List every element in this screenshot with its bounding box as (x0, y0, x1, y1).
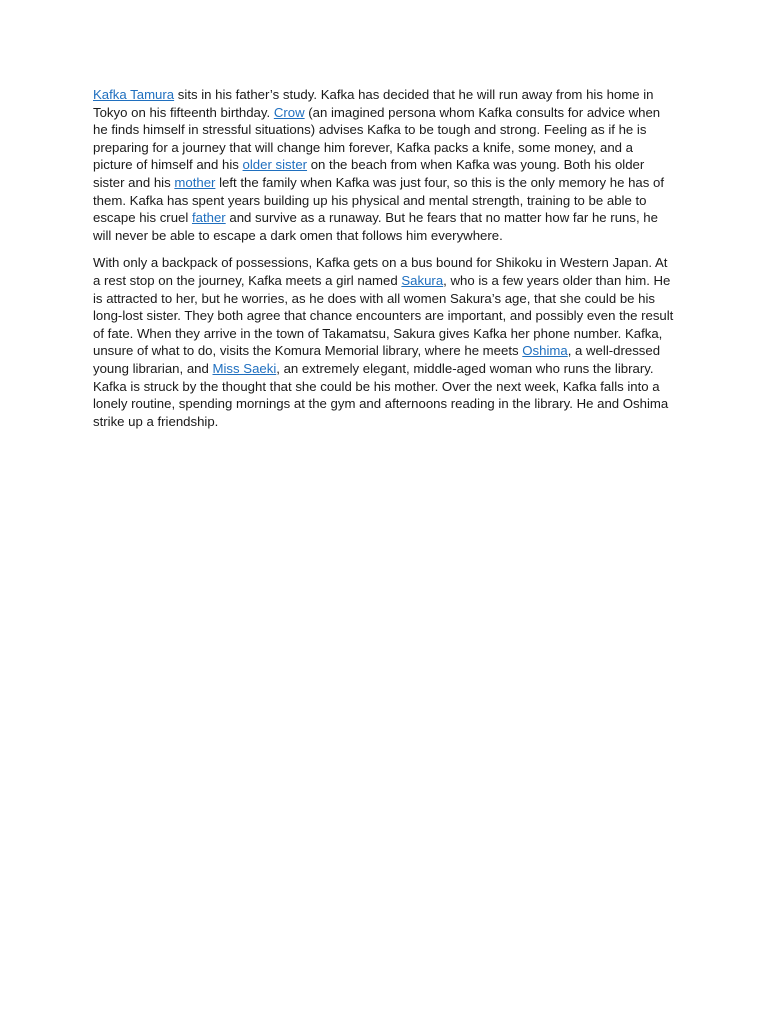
link-father[interactable]: father (191, 210, 226, 226)
link-kafka-tamura[interactable]: Kafka Tamura (93, 87, 175, 102)
paragraph-text: left the family when Kafka was just four, so this is the only memory he has of them. Kafka has spent years building up his physical and mental strength, training to be able to escape his cruel (93, 174, 665, 226)
document-body (93, 86, 675, 440)
paragraph-1 (93, 86, 675, 244)
link-mother[interactable]: mother (174, 174, 216, 190)
paragraph-text: , who is a few years older than him. He is attracted to her, but he worries, as he does with all women Sakura’s age, that she could be his long-lost sister. They both agree that chance encounters are important, and possibly even the result of fate. When they arrive in the town of Takamatsu, Sakura gives Kafka her phone number. Kafka, unsure of what to do, visits the Komura Memorial library, where he meets (93, 272, 674, 359)
paragraph-text: , an extremely elegant, middle-aged woman who runs the library. Kafka is struck by the thought that she could be his mother. Over the next week, Kafka falls into a lonely routine, spending mornings at the gym and afternoons reading in the library. He and Oshima strike up a friendship. (93, 360, 669, 429)
paragraph-text: sits in his father’s study. Kafka has decided that he will run away from his home in Tokyo on his fifteenth birthday. (93, 87, 654, 120)
link-oshima[interactable]: Oshima (522, 343, 568, 359)
link-crow[interactable]: Crow (273, 104, 305, 120)
paragraph-2 (93, 254, 675, 430)
paragraph-text: , a well-dressed young librarian, and (93, 343, 661, 376)
paragraph-text: on the beach from when Kafka was young. Both his older sister and his (93, 157, 645, 190)
link-older-sister[interactable]: older sister (242, 157, 308, 173)
paragraph-text: (an imagined persona whom Kafka consults for advice when he finds himself in stressful situations) advises Kafka to be tough and strong. Feeling as if he is preparing for a journey that will change him forever, Kafka packs a knife, some money, and a picture of himself and his (93, 104, 661, 173)
paragraph-text: and survive as a runaway. But he fears that no matter how far he runs, he will never be able to escape a dark omen that follows him everywhere. (93, 210, 658, 243)
paragraph-text: With only a backpack of possessions, Kafka gets on a bus bound for Shikoku in Western Japan. At a rest stop on the journey, Kafka meets a girl named (93, 255, 668, 288)
link-miss-saeki[interactable]: Miss Saeki (212, 360, 277, 376)
link-sakura[interactable]: Sakura (401, 272, 444, 288)
